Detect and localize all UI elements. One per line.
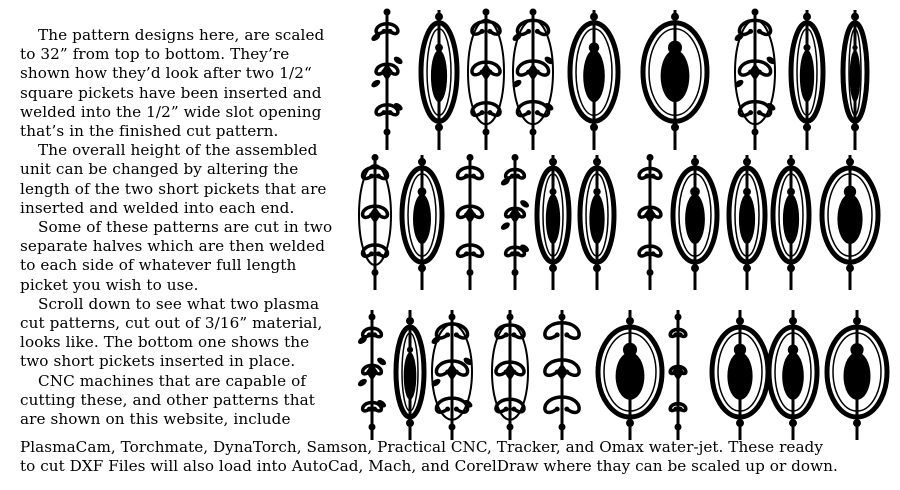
picket-double-scroll-lattice <box>468 9 504 151</box>
intro-text <box>20 26 340 429</box>
picket-butterfly-oval <box>791 10 823 150</box>
picket-fairy-medallion <box>570 10 618 150</box>
picket-s-scroll-pair <box>458 154 483 290</box>
picket-lattice-oval <box>402 155 442 290</box>
picket-scroll-flowers <box>370 9 404 151</box>
picket-small-scroll <box>670 310 686 440</box>
picket-pattern-gallery <box>345 0 900 440</box>
picket-heart-scroll-oval <box>537 155 569 290</box>
picket-buggy-ride-medallion <box>598 310 662 440</box>
picket-horse-medallion <box>421 10 457 150</box>
picket-flower-lattice <box>733 9 777 151</box>
picket-leaf-diamond-cross <box>430 310 474 440</box>
picket-scroll-tier <box>492 310 528 440</box>
picket-double-scroll-heart <box>545 310 579 440</box>
picket-filigree-oval <box>673 155 717 290</box>
picket-parrot-medallion <box>580 155 614 290</box>
paragraph-height: The overall height of the assembled unit can be changed by altering the length of the two short pickets that are inserted and welded into each end. <box>20 141 327 217</box>
picket-heart-lock-oval <box>827 310 887 440</box>
picket-scroll-cross <box>359 154 391 290</box>
footer-line-1: PlasmaCam, Torchmate, DynaTorch, Samson, Practical CNC, Tracker, and Omax water-jet. These ready <box>20 438 823 456</box>
picket-rose-vine <box>357 310 388 440</box>
footer-text <box>20 438 900 476</box>
picket-fan-lattice-oval <box>729 155 765 290</box>
paragraph-cnc: CNC machines that are capable of cutting these, and other patterns that are shown on this website, include <box>20 371 315 429</box>
paragraph-halves: Some of these patterns are cut in two separate halves which are then welded to each side of whatever full length picket you wish to use. <box>20 218 333 294</box>
footer-line-2: to cut DXF Files will also load into AutoCad, Mach, and CorelDraw where thay can be scaled up or down. <box>20 457 838 476</box>
paragraph-scroll-down: Scroll down to see what two plasma cut patterns, cut out of 3/16” material, looks like. The bottom one shows the two short pickets inserted in place. <box>20 294 323 371</box>
paragraph-scale: The pattern designs here, are scaled to 32” from top to bottom. They’re shown how they’d look after two 1/2“ square pickets have been inserted and welded into the 1/2” wide slot opening that’s in the finished cut pattern. <box>20 26 325 141</box>
picket-bird-oval <box>843 10 867 150</box>
picket-leaf-scroll-cross <box>511 9 555 151</box>
picket-bell-scroll-oval <box>769 310 817 440</box>
picket-gear-scroll <box>639 154 661 290</box>
picket-owl-medallion <box>712 310 768 440</box>
picket-twist-oval <box>396 310 424 440</box>
picket-leaf-s-vine <box>500 154 531 290</box>
picket-locomotive-medallion <box>643 10 707 150</box>
picket-bear-medallion <box>822 155 878 290</box>
picket-butterfly-frame <box>773 155 809 290</box>
